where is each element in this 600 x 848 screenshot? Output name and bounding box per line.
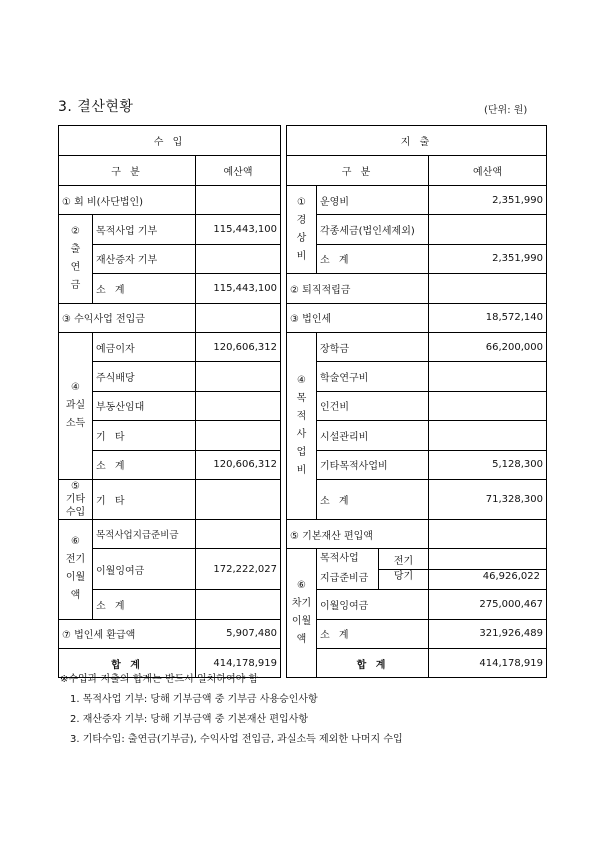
membership-fee: ① 회 비(사단법인): [59, 186, 196, 215]
next-carryover-label: ⑥ 차기 이월 액: [287, 549, 317, 678]
contribution-subtotal-label: 소 계: [93, 274, 196, 303]
purpose-subtotal-label: 소 계: [317, 479, 429, 519]
other-income-amount: [196, 479, 281, 519]
carryover-subtotal-label: 소 계: [93, 590, 196, 619]
operating-subtotal-label: 소 계: [317, 244, 429, 273]
contribution-label: ② 출 연 금: [59, 215, 93, 303]
page-title: 3. 결산현황: [58, 99, 134, 115]
other-purpose-amount: 5,128,300: [429, 450, 547, 479]
purpose-reserve-amount: [196, 519, 281, 548]
profit-transfer-amount: [196, 303, 281, 332]
next-subtotal-label: 소 계: [317, 619, 429, 648]
asset-donation-amount: [196, 244, 281, 273]
income-budget-header: 예산액: [196, 156, 281, 186]
prev-period: 전기: [379, 555, 428, 570]
corporate-tax: ③ 법인세: [287, 303, 429, 332]
expense-budget-header: 예산액: [429, 156, 547, 186]
interest-subtotal-label: 소 계: [93, 450, 196, 479]
income-category-header: 구 분: [59, 156, 196, 186]
tax-refund-amount: 5,907,480: [196, 619, 281, 648]
operating-cost: 운영비: [317, 186, 429, 215]
next-reserve-label: 목적사업 지급준비금: [317, 549, 379, 590]
note-item: 3. 기타수입: 출연금(기부금), 수익사업 전입금, 과실소득 제외한 나머지 수입: [70, 734, 403, 745]
taxes-amount: [429, 215, 547, 244]
expense-surplus: 이월잉여금: [317, 590, 429, 619]
personnel-amount: [429, 391, 547, 420]
income-total: 414,178,919: [196, 649, 281, 678]
operating-subtotal: 2,351,990: [429, 244, 547, 273]
profit-transfer: ③ 수익사업 전입금: [59, 303, 196, 332]
interest-other-amount: [196, 421, 281, 450]
expense-total-label: 합 계: [317, 649, 429, 678]
period-cells: [379, 549, 429, 590]
purpose-expense-label: ④ 목 적 사 업 비: [287, 332, 317, 519]
interest-other: 기 타: [93, 421, 196, 450]
settlement-table: [58, 125, 547, 678]
tax-refund: ⑦ 법인세 환급액: [59, 619, 196, 648]
basic-asset: ⑤ 기본재산 편입액: [287, 519, 429, 548]
operating-cost-label: ① 경 상 비: [287, 186, 317, 274]
income-header: 수 입: [59, 126, 281, 156]
deposit-interest: 예금이자: [93, 332, 196, 361]
scholarship: 장학금: [317, 332, 429, 361]
current-period: 당기: [393, 570, 414, 582]
membership-fee-amount: [196, 186, 281, 215]
current-period-amount: 46,926,022: [482, 570, 541, 582]
expense-total: 414,178,919: [429, 649, 547, 678]
expense-category-header: 구 분: [287, 156, 429, 186]
interest-subtotal: 120,606,312: [196, 450, 281, 479]
interest-income-label: ④ 과실 소득: [59, 332, 93, 479]
stock-dividend-amount: [196, 362, 281, 391]
deposit-interest-amount: 120,606,312: [196, 332, 281, 361]
carryover-label: ⑥ 전기 이월 액: [59, 519, 93, 619]
other-income: 기 타: [93, 479, 196, 519]
operating-cost-amount: 2,351,990: [429, 186, 547, 215]
income-surplus: 이월잉여금: [93, 549, 196, 590]
other-income-label: ⑤ 기타 수입: [59, 479, 93, 519]
corporate-tax-amount: 18,572,140: [429, 303, 547, 332]
purpose-reserve: 목적사업지급준비금: [93, 519, 196, 548]
note-item: 2. 재산증자 기부: 당해 기부금액 중 기본재산 편입사항: [70, 714, 309, 725]
personnel-expense: 인건비: [317, 391, 429, 420]
notes: [60, 670, 403, 750]
carryover-subtotal: [196, 590, 281, 619]
basic-asset-amount: [429, 519, 547, 548]
stock-dividend: 주식배당: [93, 362, 196, 391]
asset-donation: 재산증자 기부: [93, 244, 196, 273]
income-surplus-amount: 172,222,027: [196, 549, 281, 590]
other-purpose-expense: 기타목적사업비: [317, 450, 429, 479]
scholarship-amount: 66,200,000: [429, 332, 547, 361]
expense-header: 지 출: [287, 126, 547, 156]
note-main: ※수입과 지출의 합계는 반드시 일치하여야 함: [60, 674, 259, 685]
note-item: 1. 목적사업 기부: 당해 기부금액 중 기부금 사용승인사항: [70, 694, 318, 705]
income-total-label: 합 계: [59, 649, 196, 678]
purpose-subtotal: 71,328,300: [429, 479, 547, 519]
real-estate-rent-amount: [196, 391, 281, 420]
taxes: 각종세금(법인세제외): [317, 215, 429, 244]
real-estate-rent: 부동산임대: [93, 391, 196, 420]
purpose-donation: 목적사업 기부: [93, 215, 196, 244]
research-amount: [429, 362, 547, 391]
purpose-donation-amount: 115,443,100: [196, 215, 281, 244]
facility-amount: [429, 421, 547, 450]
facility-expense: 시설관리비: [317, 421, 429, 450]
contribution-subtotal: 115,443,100: [196, 274, 281, 303]
period-amounts: [429, 549, 547, 590]
next-subtotal: 321,926,489: [429, 619, 547, 648]
unit-label: (단위: 원): [484, 105, 528, 116]
expense-surplus-amount: 275,000,467: [429, 590, 547, 619]
retirement-reserve: ② 퇴직적립금: [287, 274, 429, 303]
prev-period-amount: [429, 555, 546, 570]
retirement-amount: [429, 274, 547, 303]
research-expense: 학술연구비: [317, 362, 429, 391]
